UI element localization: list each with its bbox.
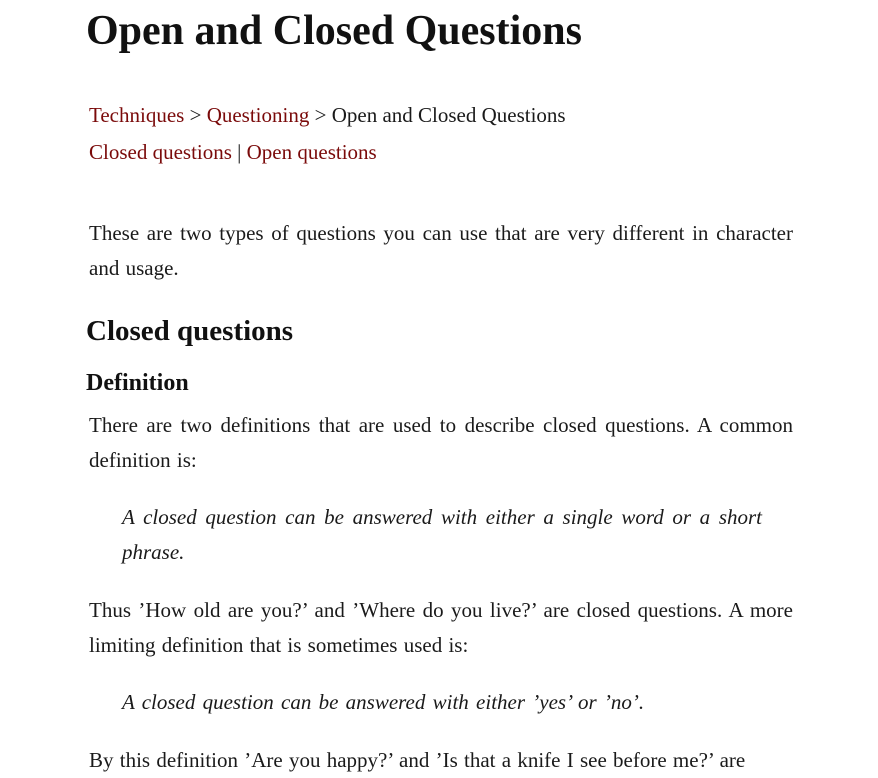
intro-paragraph: These are two types of questions you can use that are very different in character and usage. [89,221,793,280]
breadcrumb-separator: > [309,103,332,127]
breadcrumb-current: Open and Closed Questions [331,103,566,127]
page-title: Open and Closed Questions [86,8,582,54]
examples-paragraph: Thus ’How old are you?’ and ’Where do you live?’ are closed questions. A more limiting definition that is sometimes used is: [89,598,793,657]
section-nav-separator: | [231,140,247,164]
section-link-open-questions[interactable]: Open questions [246,140,377,164]
breadcrumb-separator: > [184,103,207,127]
section-link-closed-questions[interactable]: Closed questions [89,140,232,164]
definitions-paragraph: There are two definitions that are used to describe closed questions. A common definition is: [89,413,793,472]
breadcrumb [89,100,566,130]
breadcrumb-link-questioning[interactable]: Questioning [206,103,310,127]
breadcrumb-link-techniques[interactable]: Techniques [89,103,185,127]
section-nav [89,137,377,167]
section-heading-closed-questions: Closed questions [86,315,294,347]
subsection-heading-definition: Definition [86,370,189,396]
definition-quote-short-phrase: A closed question can be answered with either a single word or a short phrase. [122,505,762,564]
definition-quote-yes-no: A closed question can be answered with either ’yes’ or ’no’. [122,690,645,714]
by-definition-paragraph: By this definition ’Are you happy?’ and ’Is that a knife I see before me?’ are [89,748,746,772]
